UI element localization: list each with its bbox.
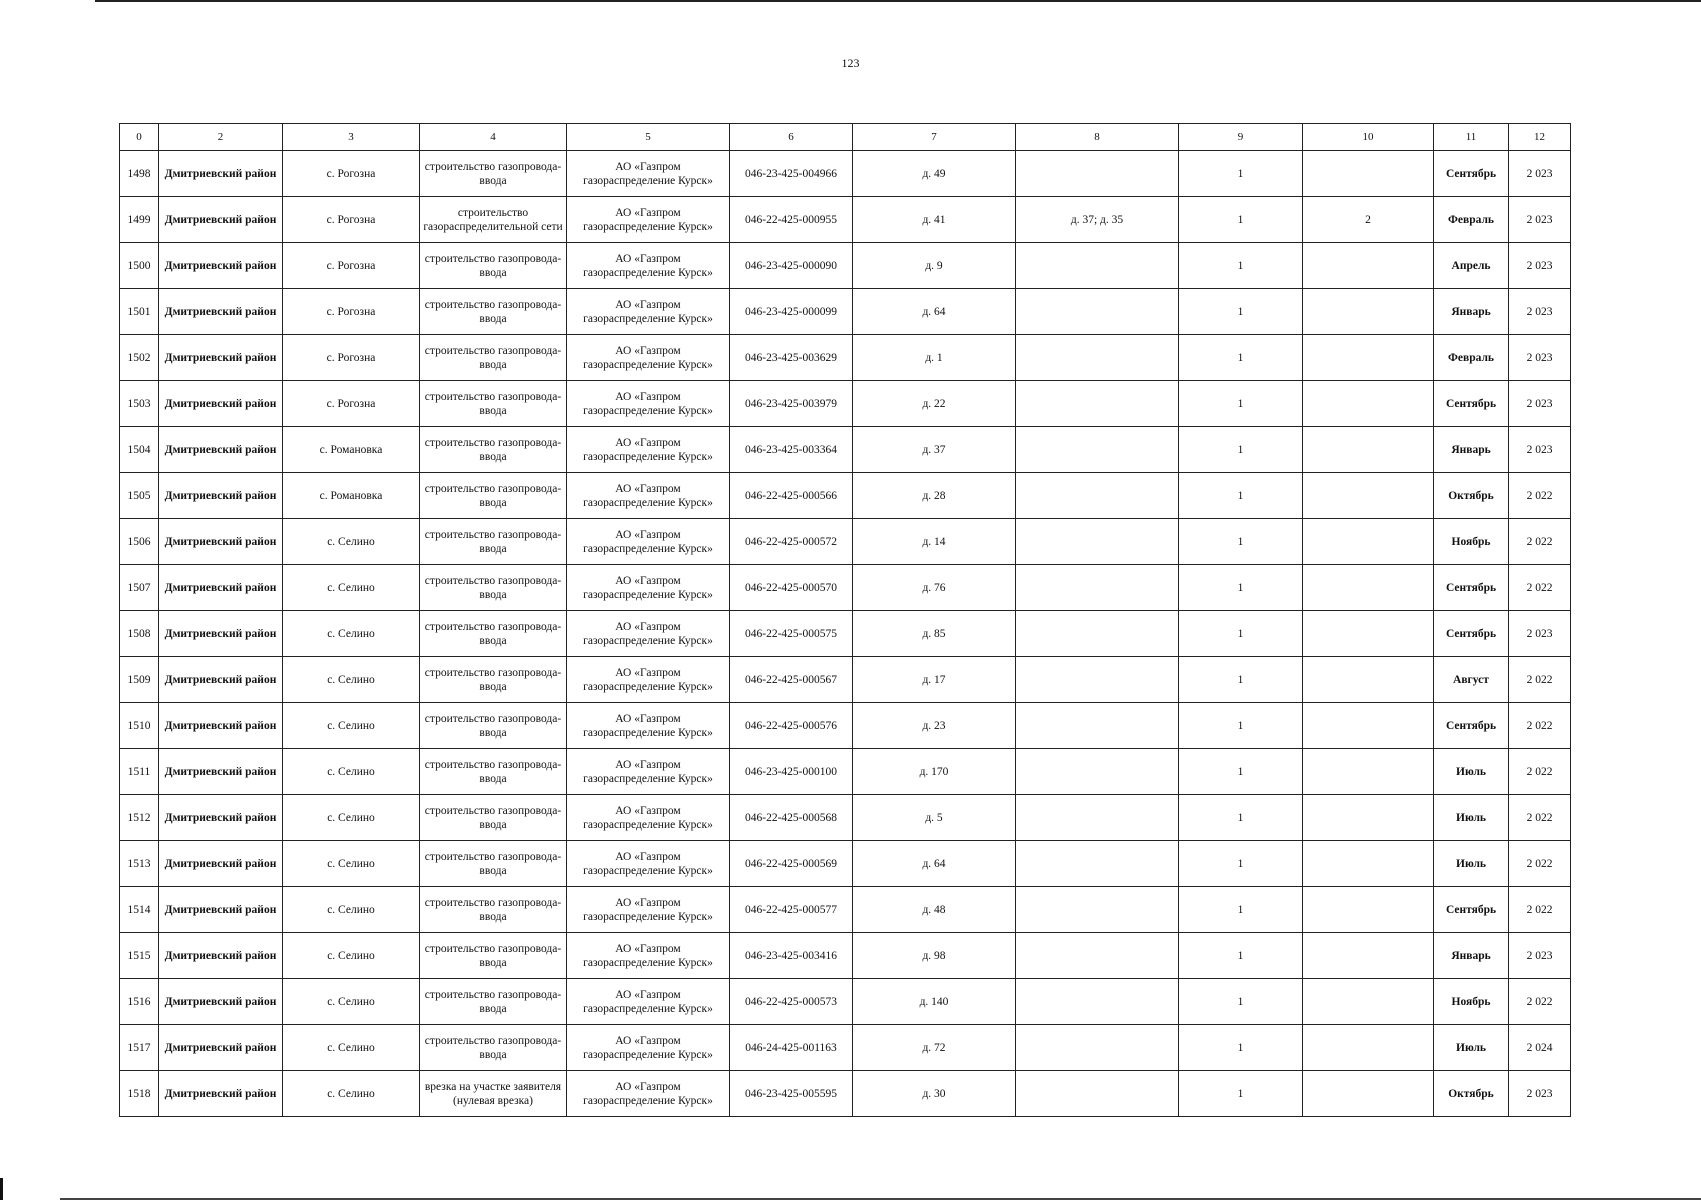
cell-year: 2 022	[1509, 703, 1571, 749]
cell-settlement: с. Рогозна	[283, 335, 420, 381]
cell-month: Октябрь	[1434, 473, 1509, 519]
cell-application-number: 046-23-425-003629	[730, 335, 853, 381]
cell-row-number: 1503	[120, 381, 159, 427]
header-cell-month: 11	[1434, 124, 1509, 151]
cell-organization: АО «Газпром газораспределение Курск»	[567, 1025, 730, 1071]
header-row	[120, 124, 1571, 151]
cell-additional-houses	[1016, 289, 1179, 335]
cell-count-b: 2	[1303, 197, 1434, 243]
cell-house: д. 76	[853, 565, 1016, 611]
cell-month: Сентябрь	[1434, 381, 1509, 427]
cell-month: Ноябрь	[1434, 519, 1509, 565]
cell-settlement: с. Селино	[283, 749, 420, 795]
cell-count-b	[1303, 703, 1434, 749]
cell-house: д. 9	[853, 243, 1016, 289]
cell-house: д. 30	[853, 1071, 1016, 1117]
cell-organization: АО «Газпром газораспределение Курск»	[567, 933, 730, 979]
cell-month: Сентябрь	[1434, 565, 1509, 611]
cell-settlement: с. Селино	[283, 841, 420, 887]
cell-year: 2 023	[1509, 933, 1571, 979]
table-body	[120, 124, 1571, 1117]
cell-application-number: 046-22-425-000568	[730, 795, 853, 841]
cell-count-a: 1	[1179, 335, 1303, 381]
cell-row-number: 1517	[120, 1025, 159, 1071]
cell-count-a: 1	[1179, 381, 1303, 427]
cell-district: Дмитриевский район	[159, 1025, 283, 1071]
cell-settlement: с. Рогозна	[283, 197, 420, 243]
cell-settlement: с. Селино	[283, 565, 420, 611]
cell-count-b	[1303, 1071, 1434, 1117]
cell-count-b	[1303, 933, 1434, 979]
cell-month: Ноябрь	[1434, 979, 1509, 1025]
cell-house: д. 17	[853, 657, 1016, 703]
table-row	[120, 749, 1571, 795]
cell-organization: АО «Газпром газораспределение Курск»	[567, 979, 730, 1025]
cell-application-number: 046-22-425-000570	[730, 565, 853, 611]
table-row	[120, 887, 1571, 933]
cell-row-number: 1498	[120, 151, 159, 197]
header-cell-organization: 5	[567, 124, 730, 151]
cell-work-type: строительство газопровода-ввода	[420, 703, 567, 749]
cell-count-b	[1303, 887, 1434, 933]
cell-count-a: 1	[1179, 1071, 1303, 1117]
cell-row-number: 1508	[120, 611, 159, 657]
cell-district: Дмитриевский район	[159, 197, 283, 243]
cell-month: Сентябрь	[1434, 151, 1509, 197]
cell-house: д. 5	[853, 795, 1016, 841]
cell-count-a: 1	[1179, 611, 1303, 657]
cell-count-b	[1303, 979, 1434, 1025]
table-row	[120, 473, 1571, 519]
cell-year: 2 023	[1509, 1071, 1571, 1117]
cell-additional-houses	[1016, 841, 1179, 887]
cell-district: Дмитриевский район	[159, 151, 283, 197]
header-cell-count-b: 10	[1303, 124, 1434, 151]
cell-work-type: строительство газопровода-ввода	[420, 243, 567, 289]
cell-row-number: 1512	[120, 795, 159, 841]
cell-additional-houses	[1016, 749, 1179, 795]
cell-additional-houses	[1016, 611, 1179, 657]
cell-organization: АО «Газпром газораспределение Курск»	[567, 841, 730, 887]
cell-application-number: 046-23-425-003364	[730, 427, 853, 473]
table-row	[120, 289, 1571, 335]
cell-organization: АО «Газпром газораспределение Курск»	[567, 657, 730, 703]
header-cell-work-type: 4	[420, 124, 567, 151]
cell-count-b	[1303, 611, 1434, 657]
table-row	[120, 197, 1571, 243]
cell-count-b	[1303, 841, 1434, 887]
table-row	[120, 1071, 1571, 1117]
cell-month: Январь	[1434, 289, 1509, 335]
cell-count-a: 1	[1179, 519, 1303, 565]
header-cell-year: 12	[1509, 124, 1571, 151]
cell-count-a: 1	[1179, 657, 1303, 703]
cell-row-number: 1514	[120, 887, 159, 933]
cell-additional-houses: д. 37; д. 35	[1016, 197, 1179, 243]
cell-district: Дмитриевский район	[159, 1071, 283, 1117]
cell-organization: АО «Газпром газораспределение Курск»	[567, 151, 730, 197]
cell-count-b	[1303, 151, 1434, 197]
cell-settlement: с. Селино	[283, 887, 420, 933]
cell-organization: АО «Газпром газораспределение Курск»	[567, 335, 730, 381]
cell-work-type: строительство газопровода-ввода	[420, 427, 567, 473]
cell-month: Апрель	[1434, 243, 1509, 289]
cell-house: д. 37	[853, 427, 1016, 473]
cell-additional-houses	[1016, 519, 1179, 565]
cell-year: 2 022	[1509, 795, 1571, 841]
cell-settlement: с. Селино	[283, 1071, 420, 1117]
cell-work-type: строительство газопровода-ввода	[420, 519, 567, 565]
cell-settlement: с. Рогозна	[283, 151, 420, 197]
cell-application-number: 046-22-425-000569	[730, 841, 853, 887]
cell-district: Дмитриевский район	[159, 933, 283, 979]
cell-district: Дмитриевский район	[159, 841, 283, 887]
cell-month: Август	[1434, 657, 1509, 703]
cell-organization: АО «Газпром газораспределение Курск»	[567, 473, 730, 519]
cell-row-number: 1500	[120, 243, 159, 289]
cell-work-type: строительство газопровода-ввода	[420, 611, 567, 657]
cell-count-b	[1303, 289, 1434, 335]
cell-district: Дмитриевский район	[159, 749, 283, 795]
cell-count-a: 1	[1179, 427, 1303, 473]
cell-application-number: 046-22-425-000955	[730, 197, 853, 243]
cell-organization: АО «Газпром газораспределение Курск»	[567, 703, 730, 749]
cell-work-type: строительство газопровода-ввода	[420, 979, 567, 1025]
table-row	[120, 657, 1571, 703]
cell-count-b	[1303, 657, 1434, 703]
cell-year: 2 023	[1509, 335, 1571, 381]
cell-district: Дмитриевский район	[159, 703, 283, 749]
cell-count-a: 1	[1179, 1025, 1303, 1071]
cell-additional-houses	[1016, 1025, 1179, 1071]
cell-count-b	[1303, 381, 1434, 427]
cell-house: д. 48	[853, 887, 1016, 933]
cell-application-number: 046-22-425-000572	[730, 519, 853, 565]
cell-additional-houses	[1016, 795, 1179, 841]
cell-settlement: с. Селино	[283, 979, 420, 1025]
cell-count-b	[1303, 335, 1434, 381]
cell-organization: АО «Газпром газораспределение Курск»	[567, 197, 730, 243]
cell-additional-houses	[1016, 473, 1179, 519]
cell-count-a: 1	[1179, 749, 1303, 795]
cell-work-type: строительство газопровода-ввода	[420, 473, 567, 519]
cell-count-a: 1	[1179, 887, 1303, 933]
cell-organization: АО «Газпром газораспределение Курск»	[567, 519, 730, 565]
cell-count-a: 1	[1179, 703, 1303, 749]
header-cell-additional-houses: 8	[1016, 124, 1179, 151]
header-cell-house: 7	[853, 124, 1016, 151]
cell-house: д. 72	[853, 1025, 1016, 1071]
cell-application-number: 046-22-425-000577	[730, 887, 853, 933]
cell-house: д. 23	[853, 703, 1016, 749]
cell-year: 2 022	[1509, 519, 1571, 565]
cell-district: Дмитриевский район	[159, 243, 283, 289]
cell-month: Февраль	[1434, 197, 1509, 243]
cell-house: д. 170	[853, 749, 1016, 795]
cell-row-number: 1513	[120, 841, 159, 887]
table-row	[120, 841, 1571, 887]
cell-month: Январь	[1434, 933, 1509, 979]
cell-application-number: 046-23-425-000090	[730, 243, 853, 289]
cell-settlement: с. Селино	[283, 795, 420, 841]
cell-year: 2 023	[1509, 381, 1571, 427]
cell-application-number: 046-22-425-000576	[730, 703, 853, 749]
cell-settlement: с. Рогозна	[283, 381, 420, 427]
cell-month: Июль	[1434, 841, 1509, 887]
cell-settlement: с. Селино	[283, 1025, 420, 1071]
cell-work-type: строительство газопровода-ввода	[420, 565, 567, 611]
scan-edge-mark	[0, 1178, 3, 1200]
cell-work-type: строительство газопровода-ввода	[420, 151, 567, 197]
cell-month: Февраль	[1434, 335, 1509, 381]
cell-row-number: 1501	[120, 289, 159, 335]
cell-year: 2 022	[1509, 979, 1571, 1025]
cell-district: Дмитриевский район	[159, 979, 283, 1025]
cell-count-a: 1	[1179, 243, 1303, 289]
table-row	[120, 933, 1571, 979]
cell-count-a: 1	[1179, 565, 1303, 611]
cell-organization: АО «Газпром газораспределение Курск»	[567, 381, 730, 427]
table-row	[120, 519, 1571, 565]
cell-row-number: 1509	[120, 657, 159, 703]
cell-additional-houses	[1016, 933, 1179, 979]
cell-count-a: 1	[1179, 979, 1303, 1025]
cell-year: 2 024	[1509, 1025, 1571, 1071]
cell-count-b	[1303, 1025, 1434, 1071]
cell-additional-houses	[1016, 1071, 1179, 1117]
cell-settlement: с. Рогозна	[283, 243, 420, 289]
cell-row-number: 1502	[120, 335, 159, 381]
table-row	[120, 381, 1571, 427]
cell-district: Дмитриевский район	[159, 887, 283, 933]
cell-district: Дмитриевский район	[159, 795, 283, 841]
cell-year: 2 022	[1509, 473, 1571, 519]
cell-count-a: 1	[1179, 473, 1303, 519]
cell-district: Дмитриевский район	[159, 519, 283, 565]
cell-application-number: 046-22-425-000573	[730, 979, 853, 1025]
cell-work-type: строительство газопровода-ввода	[420, 841, 567, 887]
cell-count-a: 1	[1179, 841, 1303, 887]
cell-application-number: 046-22-425-000575	[730, 611, 853, 657]
cell-month: Июль	[1434, 795, 1509, 841]
table-row	[120, 979, 1571, 1025]
cell-additional-houses	[1016, 151, 1179, 197]
cell-additional-houses	[1016, 381, 1179, 427]
cell-month: Январь	[1434, 427, 1509, 473]
cell-house: д. 22	[853, 381, 1016, 427]
cell-row-number: 1504	[120, 427, 159, 473]
cell-application-number: 046-23-425-000099	[730, 289, 853, 335]
cell-work-type: строительство газопровода-ввода	[420, 1025, 567, 1071]
cell-year: 2 023	[1509, 611, 1571, 657]
cell-settlement: с. Селино	[283, 611, 420, 657]
cell-application-number: 046-23-425-005595	[730, 1071, 853, 1117]
cell-organization: АО «Газпром газораспределение Курск»	[567, 289, 730, 335]
cell-count-a: 1	[1179, 289, 1303, 335]
cell-row-number: 1516	[120, 979, 159, 1025]
cell-house: д. 41	[853, 197, 1016, 243]
cell-additional-houses	[1016, 565, 1179, 611]
cell-additional-houses	[1016, 243, 1179, 289]
cell-district: Дмитриевский район	[159, 289, 283, 335]
cell-count-a: 1	[1179, 151, 1303, 197]
cell-house: д. 64	[853, 841, 1016, 887]
cell-organization: АО «Газпром газораспределение Курск»	[567, 611, 730, 657]
cell-month: Сентябрь	[1434, 703, 1509, 749]
cell-additional-houses	[1016, 703, 1179, 749]
cell-house: д. 85	[853, 611, 1016, 657]
cell-count-b	[1303, 749, 1434, 795]
table-row	[120, 795, 1571, 841]
cell-district: Дмитриевский район	[159, 657, 283, 703]
cell-count-a: 1	[1179, 795, 1303, 841]
cell-additional-houses	[1016, 427, 1179, 473]
cell-district: Дмитриевский район	[159, 335, 283, 381]
page-number: 123	[841, 56, 860, 70]
cell-row-number: 1511	[120, 749, 159, 795]
cell-month: Сентябрь	[1434, 611, 1509, 657]
cell-count-a: 1	[1179, 197, 1303, 243]
header-cell-settlement: 3	[283, 124, 420, 151]
cell-district: Дмитриевский район	[159, 427, 283, 473]
cell-count-b	[1303, 565, 1434, 611]
cell-count-b	[1303, 427, 1434, 473]
cell-application-number: 046-23-425-003979	[730, 381, 853, 427]
header-cell-count-a: 9	[1179, 124, 1303, 151]
cell-row-number: 1505	[120, 473, 159, 519]
cell-settlement: с. Селино	[283, 519, 420, 565]
cell-application-number: 046-24-425-001163	[730, 1025, 853, 1071]
cell-month: Октябрь	[1434, 1071, 1509, 1117]
cell-organization: АО «Газпром газораспределение Курск»	[567, 1071, 730, 1117]
header-cell-district: 2	[159, 124, 283, 151]
cell-work-type: строительство газопровода-ввода	[420, 657, 567, 703]
cell-year: 2 023	[1509, 151, 1571, 197]
cell-year: 2 023	[1509, 427, 1571, 473]
cell-organization: АО «Газпром газораспределение Курск»	[567, 427, 730, 473]
cell-row-number: 1518	[120, 1071, 159, 1117]
cell-organization: АО «Газпром газораспределение Курск»	[567, 795, 730, 841]
cell-work-type: строительство газопровода-ввода	[420, 933, 567, 979]
cell-month: Сентябрь	[1434, 887, 1509, 933]
cell-year: 2 023	[1509, 243, 1571, 289]
cell-year: 2 023	[1509, 289, 1571, 335]
top-rule	[95, 0, 1701, 2]
cell-house: д. 14	[853, 519, 1016, 565]
cell-year: 2 022	[1509, 749, 1571, 795]
cell-house: д. 140	[853, 979, 1016, 1025]
table-row	[120, 427, 1571, 473]
cell-settlement: с. Селино	[283, 703, 420, 749]
cell-month: Июль	[1434, 1025, 1509, 1071]
cell-count-b	[1303, 519, 1434, 565]
cell-settlement: с. Селино	[283, 657, 420, 703]
gasification-table	[119, 123, 1571, 1117]
cell-year: 2 022	[1509, 565, 1571, 611]
cell-house: д. 49	[853, 151, 1016, 197]
cell-house: д. 98	[853, 933, 1016, 979]
cell-count-b	[1303, 473, 1434, 519]
cell-year: 2 022	[1509, 841, 1571, 887]
table-row	[120, 243, 1571, 289]
cell-house: д. 1	[853, 335, 1016, 381]
cell-work-type: строительство газопровода-ввода	[420, 381, 567, 427]
cell-organization: АО «Газпром газораспределение Курск»	[567, 887, 730, 933]
cell-application-number: 046-22-425-000566	[730, 473, 853, 519]
cell-organization: АО «Газпром газораспределение Курск»	[567, 243, 730, 289]
header-cell-application-number: 6	[730, 124, 853, 151]
cell-application-number: 046-23-425-004966	[730, 151, 853, 197]
cell-district: Дмитриевский район	[159, 611, 283, 657]
cell-row-number: 1510	[120, 703, 159, 749]
table-row	[120, 335, 1571, 381]
cell-application-number: 046-22-425-000567	[730, 657, 853, 703]
cell-house: д. 64	[853, 289, 1016, 335]
cell-district: Дмитриевский район	[159, 565, 283, 611]
cell-settlement: с. Романовка	[283, 427, 420, 473]
cell-additional-houses	[1016, 887, 1179, 933]
cell-additional-houses	[1016, 979, 1179, 1025]
cell-organization: АО «Газпром газораспределение Курск»	[567, 749, 730, 795]
cell-count-a: 1	[1179, 933, 1303, 979]
table-row	[120, 1025, 1571, 1071]
cell-year: 2 022	[1509, 657, 1571, 703]
cell-work-type: строительство газопровода-ввода	[420, 795, 567, 841]
cell-row-number: 1499	[120, 197, 159, 243]
cell-settlement: с. Рогозна	[283, 289, 420, 335]
cell-district: Дмитриевский район	[159, 473, 283, 519]
cell-house: д. 28	[853, 473, 1016, 519]
cell-work-type: строительство газопровода-ввода	[420, 887, 567, 933]
cell-settlement: с. Романовка	[283, 473, 420, 519]
cell-settlement: с. Селино	[283, 933, 420, 979]
cell-additional-houses	[1016, 657, 1179, 703]
cell-work-type: строительство газопровода-ввода	[420, 335, 567, 381]
cell-work-type: врезка на участке заявителя (нулевая врезка)	[420, 1071, 567, 1117]
table-row	[120, 703, 1571, 749]
cell-additional-houses	[1016, 335, 1179, 381]
table-row	[120, 565, 1571, 611]
header-cell-row-number: 0	[120, 124, 159, 151]
table-row	[120, 151, 1571, 197]
cell-count-b	[1303, 795, 1434, 841]
cell-work-type: строительство газопровода-ввода	[420, 289, 567, 335]
cell-month: Июль	[1434, 749, 1509, 795]
cell-application-number: 046-23-425-003416	[730, 933, 853, 979]
cell-application-number: 046-23-425-000100	[730, 749, 853, 795]
cell-row-number: 1506	[120, 519, 159, 565]
cell-row-number: 1515	[120, 933, 159, 979]
cell-row-number: 1507	[120, 565, 159, 611]
cell-organization: АО «Газпром газораспределение Курск»	[567, 565, 730, 611]
cell-work-type: строительство газопровода-ввода	[420, 749, 567, 795]
cell-count-b	[1303, 243, 1434, 289]
cell-year: 2 022	[1509, 887, 1571, 933]
cell-year: 2 023	[1509, 197, 1571, 243]
cell-work-type: строительство газораспределительной сети	[420, 197, 567, 243]
cell-district: Дмитриевский район	[159, 381, 283, 427]
table-row	[120, 611, 1571, 657]
